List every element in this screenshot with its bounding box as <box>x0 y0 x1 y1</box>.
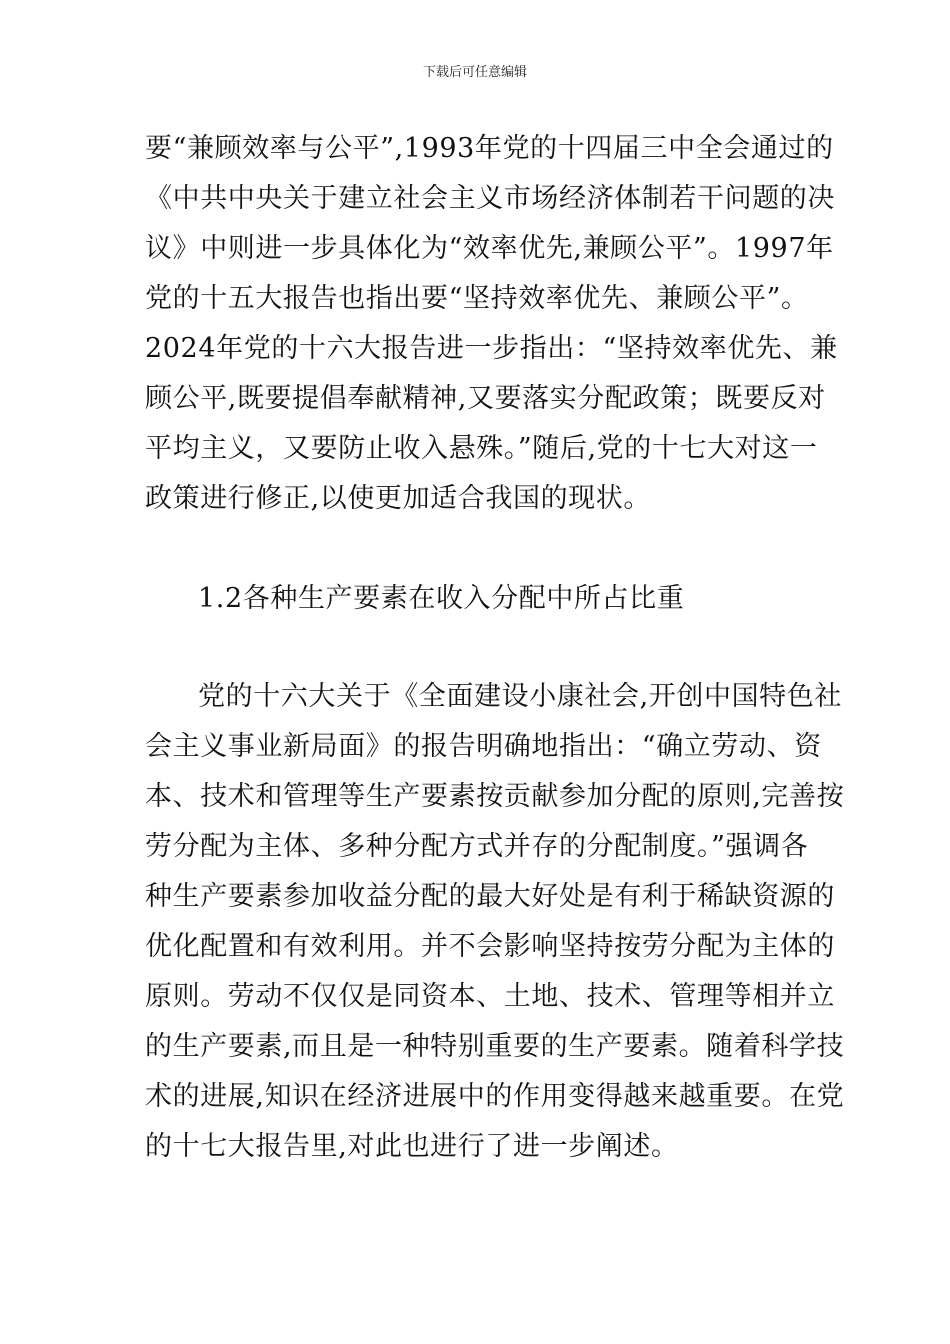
paragraph-1-line: 平均主义，又要防止收入悬殊。”随后,党的十七大对这一 <box>145 433 818 464</box>
paragraph-2-line: 原则。劳动不仅仅是同资本、土地、技术、管理等相并立 <box>145 981 835 1012</box>
paragraph-1-line: 议》中则进一步具体化为“效率优先,兼顾公平”。1997年 <box>145 233 834 264</box>
paragraph-1-line: 政策进行修正,以使更加适合我国的现状。 <box>145 483 651 514</box>
page-header: 下载后可任意编辑 <box>422 65 527 80</box>
paragraph-2-line: 会主义事业新局面》的报告明确地指出：“确立劳动、资 <box>145 731 822 762</box>
paragraph-2-line: 术的进展,知识在经济进展中的作用变得越来越重要。在党 <box>145 1081 845 1112</box>
paragraph-1-line: 顾公平,既要提倡奉献精神,又要落实分配政策；既要反对 <box>145 383 826 414</box>
paragraph-2-line: 党的十六大关于《全面建设小康社会,开创中国特色社 <box>198 681 842 712</box>
paragraph-2-line: 本、技术和管理等生产要素按贡献参加分配的原则,完善按 <box>145 781 845 812</box>
paragraph-2-line: 的十七大报告里,对此也进行了进一步阐述。 <box>145 1131 679 1162</box>
paragraph-2-line: 优化配置和有效利用。并不会影响坚持按劳分配为主体的 <box>145 931 835 962</box>
paragraph-1-line: 2024年党的十六大报告进一步指出：“坚持效率优先、兼 <box>145 333 838 364</box>
paragraph-1-line: 《中共中央关于建立社会主义市场经济体制若干问题的决 <box>145 183 835 214</box>
paragraph-2-line: 劳分配为主体、多种分配方式并存的分配制度。”强调各 <box>145 831 809 862</box>
section-heading: 1.2各种生产要素在收入分配中所占比重 <box>198 583 685 614</box>
paragraph-1-line: 党的十五大报告也指出要“坚持效率优先、兼顾公平”。 <box>145 283 809 314</box>
paragraph-2-line: 的生产要素,而且是一种特别重要的生产要素。随着科学技 <box>145 1031 845 1062</box>
paragraph-2-line: 种生产要素参加收益分配的最大好处是有利于稀缺资源的 <box>145 881 835 912</box>
paragraph-1-line: 要“兼顾效率与公平”,1993年党的十四届三中全会通过的 <box>145 133 834 164</box>
